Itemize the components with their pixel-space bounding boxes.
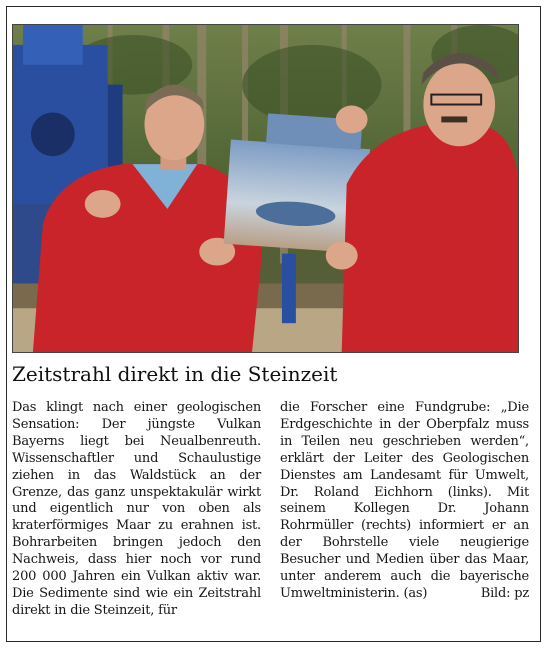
photo-illustration (13, 25, 518, 352)
headline: Zeitstrahl direkt in die Steinzeit (12, 362, 338, 386)
body-text-column-2-text: die Forscher eine Fundgrube: „Die Erdgeschichte in der Oberpfalz muss in Teilen neu geschrieben werden“, erklärt der Leiter des Geologischen Dienstes am Landesamt für Umwelt, Dr. Roland Eichhorn (links). Mit seinem Kollegen Dr. Johann Rohrmüller (rechts) informiert er an der Bohrstelle viele neugierige Besucher und Medien über das Maar, unter anderem auch die bayerische Umweltministerin. (as) (280, 400, 529, 601)
body-text-column-1: Das klingt nach einer geologischen Sensation: Der jüngste Vulkan Bayerns liegt bei Neualbenreuth. Wissenschaftler und Schaulustige ziehen in das Waldstück an der Grenze, das ganz unspektakulär wirkt und eigentlich nur von oben als kraterförmiges Maar zu erahnen ist. Bohrarbeiten bringen jedoch den Nachweis, dass hier noch vor rund 200 000 Jahren ein Vulkan aktiv war. Die Sedimente sind wie ein Zeitstrahl direkt in die Steinzeit, für (12, 400, 261, 618)
photo-credit: Bild: pz (480, 585, 529, 601)
article-column-1 (12, 400, 261, 620)
article-photo (12, 24, 519, 353)
article-column-2 (280, 400, 529, 603)
body-text-column-2 (280, 400, 529, 603)
